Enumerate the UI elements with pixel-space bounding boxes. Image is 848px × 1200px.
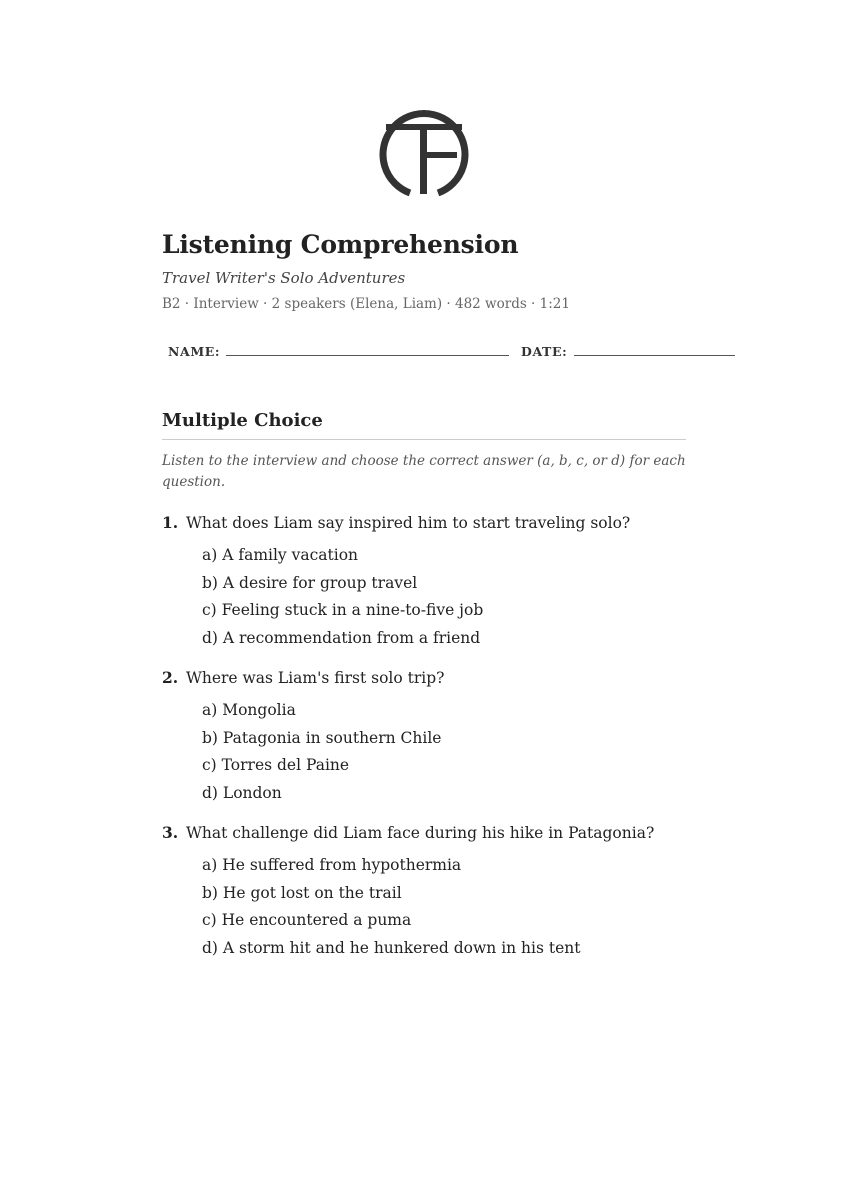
question-3	[162, 822, 762, 962]
answer-option-c[interactable]: c) He encountered a puma	[202, 911, 412, 929]
answer-option-b[interactable]: b) He got lost on the trail	[202, 883, 402, 902]
answer-option-d[interactable]: d) A recommendation from a friend	[202, 628, 481, 647]
answer-option-b[interactable]: b) Patagonia in southern Chile	[202, 728, 442, 747]
question-prompt	[162, 822, 762, 844]
answer-options	[162, 697, 762, 807]
question-2	[162, 667, 762, 807]
section-instructions: Listen to the interview and choose the correct answer (a, b, c, or d) for each question.	[162, 453, 686, 490]
question-text: Where was Liam's first solo trip?	[185, 669, 445, 687]
question-number: 2.	[162, 668, 179, 687]
name-label: NAME:	[168, 344, 221, 359]
answer-option-d[interactable]: d) London	[202, 783, 282, 802]
question-text: What challenge did Liam face during his hike in Patagonia?	[185, 824, 655, 842]
multiple-choice-section	[162, 408, 686, 493]
question-list	[162, 512, 762, 977]
name-date-form	[168, 340, 738, 364]
question-text: What does Liam say inspired him to start traveling solo?	[185, 514, 631, 532]
page-subtitle: Travel Writer's Solo Adventures	[162, 269, 406, 287]
answer-option-c[interactable]: c) Torres del Paine	[202, 756, 350, 774]
answer-option-d[interactable]: d) A storm hit and he hunkered down in his tent	[202, 938, 581, 957]
section-title: Multiple Choice	[162, 408, 686, 440]
date-field-line[interactable]	[574, 355, 735, 356]
question-prompt	[162, 512, 762, 534]
tf-monogram-logo	[378, 106, 470, 198]
answer-option-a[interactable]: a) He suffered from hypothermia	[202, 856, 462, 874]
worksheet-meta: B2 · Interview · 2 speakers (Elena, Liam) · 482 words · 1:21	[162, 296, 570, 312]
name-field-line[interactable]	[226, 355, 509, 356]
worksheet-header	[162, 228, 722, 313]
question-prompt	[162, 667, 762, 689]
question-number: 3.	[162, 823, 179, 842]
page-title: Listening Comprehension	[162, 230, 519, 259]
answer-option-b[interactable]: b) A desire for group travel	[202, 573, 418, 592]
answer-option-a[interactable]: a) A family vacation	[202, 546, 359, 564]
date-label: DATE:	[521, 344, 568, 359]
answer-options	[162, 542, 762, 652]
answer-options	[162, 852, 762, 962]
answer-option-c[interactable]: c) Feeling stuck in a nine-to-five job	[202, 601, 484, 619]
question-1	[162, 512, 762, 652]
question-number: 1.	[162, 513, 179, 532]
answer-option-a[interactable]: a) Mongolia	[202, 701, 296, 719]
